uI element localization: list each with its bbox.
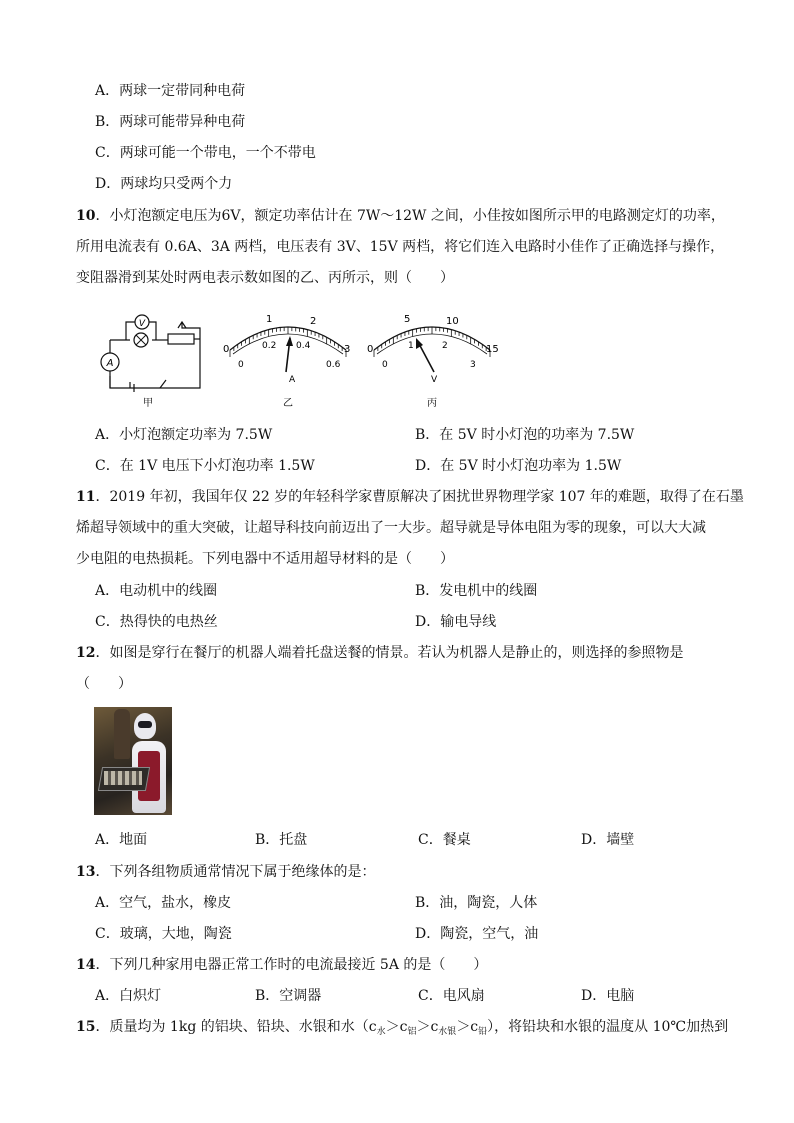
q14-option-c: C．电风扇 bbox=[418, 988, 485, 1004]
q11-stem-line3: 少电阻的电热损耗。下列电器中不适用超导材料的是（ ） bbox=[76, 551, 454, 567]
ammeter-top-1: 1 bbox=[266, 314, 273, 325]
q15-mid2: ＞c bbox=[416, 1019, 439, 1035]
circuit-diagram bbox=[110, 322, 200, 392]
q15-sub-water: 水 bbox=[376, 1027, 386, 1037]
q15-post: ），将铅块和水银的温度从 10℃加热到 bbox=[487, 1019, 729, 1035]
q10-text1: ．小灯泡额定电压为6V，额定功率估计在 7W～12W 之间，小佳按如图所示甲的电路测定灯的功率， bbox=[95, 208, 725, 224]
fig-label-jia: 甲 bbox=[143, 398, 153, 409]
ammeter-right-3: 3 bbox=[344, 344, 351, 355]
ammeter-bottom-06: 0.6 bbox=[326, 360, 341, 370]
q11-number: 11 bbox=[76, 489, 96, 505]
ammeter-mid-02: 0.2 bbox=[262, 341, 277, 351]
q12-option-d: D．墙壁 bbox=[581, 832, 635, 848]
q10-number: 10 bbox=[76, 208, 96, 224]
q9-option-c: C．两球可能一个带电，一个不带电 bbox=[95, 145, 316, 161]
q10-option-c: C．在 1V 电压下小灯泡功率 1.5W bbox=[95, 458, 315, 474]
q10-stem-line2: 所用电流表有 0.6A、3A 两档，电压表有 3V、15V 两档，将它们连入电路时小佳作了正确选择与操作， bbox=[76, 239, 725, 255]
q12-text1: ．如图是穿行在餐厅的机器人端着托盘送餐的情景。若认为机器人是静止的，则选择的参照物是 bbox=[95, 645, 684, 661]
q9-option-a: A．两球一定带同种电荷 bbox=[95, 83, 246, 99]
voltmeter-symbol-label: V bbox=[138, 319, 146, 329]
voltmeter-top-5: 5 bbox=[404, 314, 411, 325]
voltmeter-pointer-label: V bbox=[431, 375, 438, 385]
q10-stem-line3: 变阻器滑到某处时两电表示数如图的乙、丙所示，则（ ） bbox=[76, 270, 454, 286]
q10-option-b: B．在 5V 时小灯泡的功率为 7.5W bbox=[415, 427, 635, 443]
ammeter-top-0: 0 bbox=[223, 344, 230, 355]
ammeter-symbol-label: A bbox=[106, 358, 114, 369]
q11-text1: ．2019 年初，我国年仅 22 岁的年轻科学家曹原解决了困扰世界物理学家 107 年的难题，取得了在石墨 bbox=[95, 489, 744, 505]
q13-option-a: A．空气，盐水，橡皮 bbox=[95, 895, 232, 911]
ammeter-bottom-0: 0 bbox=[238, 360, 244, 370]
q13-text1: ．下列各组物质通常情况下属于绝缘体的是： bbox=[95, 864, 376, 880]
robot-waiter-photo bbox=[94, 707, 172, 815]
q15-number: 15 bbox=[76, 1019, 96, 1035]
q14-number: 14 bbox=[76, 957, 96, 973]
fig-label-yi: 乙 bbox=[283, 398, 293, 409]
q15-sub-al: 铝 bbox=[407, 1027, 417, 1037]
q9-option-b: B．两球可能带异种电荷 bbox=[95, 114, 246, 130]
q11-stem-line1 bbox=[76, 488, 744, 506]
q12-number: 12 bbox=[76, 645, 96, 661]
robot-visor bbox=[138, 721, 152, 728]
voltmeter-right-15: 15 bbox=[486, 344, 499, 355]
q9-option-d: D．两球均只受两个力 bbox=[95, 176, 233, 192]
q14-option-a: A．白炽灯 bbox=[95, 988, 162, 1004]
ammeter-mid-04: 0.4 bbox=[296, 341, 311, 351]
q10-figure bbox=[90, 300, 510, 412]
q10-option-d: D．在 5V 时小灯泡功率为 1.5W bbox=[415, 458, 622, 474]
q15-stem-line1 bbox=[76, 1018, 728, 1041]
ammeter-top-2: 2 bbox=[310, 316, 317, 327]
q11-option-d: D．输电导线 bbox=[415, 614, 497, 630]
q11-option-c: C．热得快的电热丝 bbox=[95, 614, 218, 630]
q13-stem-line1 bbox=[76, 863, 375, 881]
q12-option-c: C．餐桌 bbox=[418, 832, 471, 848]
q15-pre: ．质量均为 1kg 的铝块、铅块、水银和水（c bbox=[95, 1019, 377, 1035]
tray-dishes bbox=[104, 771, 142, 785]
q15-mid1: ＞c bbox=[385, 1019, 408, 1035]
photo-person bbox=[114, 709, 130, 759]
q13-option-c: C．玻璃，大地，陶瓷 bbox=[95, 926, 232, 942]
voltmeter-bottom-0: 0 bbox=[382, 360, 388, 370]
q14-stem-line1 bbox=[76, 956, 487, 974]
q11-option-b: B．发电机中的线圈 bbox=[415, 583, 538, 599]
q11-option-a: A．电动机中的线圈 bbox=[95, 583, 218, 599]
q12-option-a: A．地面 bbox=[95, 832, 148, 848]
q14-option-b: B．空调器 bbox=[255, 988, 322, 1004]
q11-stem-line2: 烯超导领域中的重大突破，让超导科技向前迈出了一大步。超导就是导体电阻为零的现象，可以大大减 bbox=[76, 520, 706, 536]
ammeter-pointer-label: A bbox=[289, 375, 296, 385]
q12-stem-line2: （ ） bbox=[76, 676, 132, 692]
q14-option-d: D．电脑 bbox=[581, 988, 635, 1004]
q12-stem-line1 bbox=[76, 644, 683, 662]
q13-number: 13 bbox=[76, 864, 96, 880]
voltmeter-mid-2: 2 bbox=[442, 341, 448, 351]
q15-sub-hg: 水银 bbox=[438, 1027, 457, 1037]
q15-sub-pb: 铅 bbox=[478, 1027, 488, 1037]
voltmeter-mid-1: 1 bbox=[408, 341, 414, 351]
voltmeter-bottom-3: 3 bbox=[470, 360, 476, 370]
q15-mid3: ＞c bbox=[456, 1019, 479, 1035]
q10-option-a: A．小灯泡额定功率为 7.5W bbox=[95, 427, 273, 443]
q12-option-b: B．托盘 bbox=[255, 832, 308, 848]
q10-stem-line1 bbox=[76, 207, 725, 225]
voltmeter-top-0: 0 bbox=[367, 344, 374, 355]
q13-option-d: D．陶瓷，空气，油 bbox=[415, 926, 539, 942]
q14-text1: ．下列几种家用电器正常工作时的电流最接近 5A 的是（ ） bbox=[95, 957, 488, 973]
fig-label-bing: 丙 bbox=[427, 398, 437, 409]
voltmeter-top-10: 10 bbox=[446, 316, 459, 327]
q13-option-b: B．油，陶瓷，人体 bbox=[415, 895, 538, 911]
